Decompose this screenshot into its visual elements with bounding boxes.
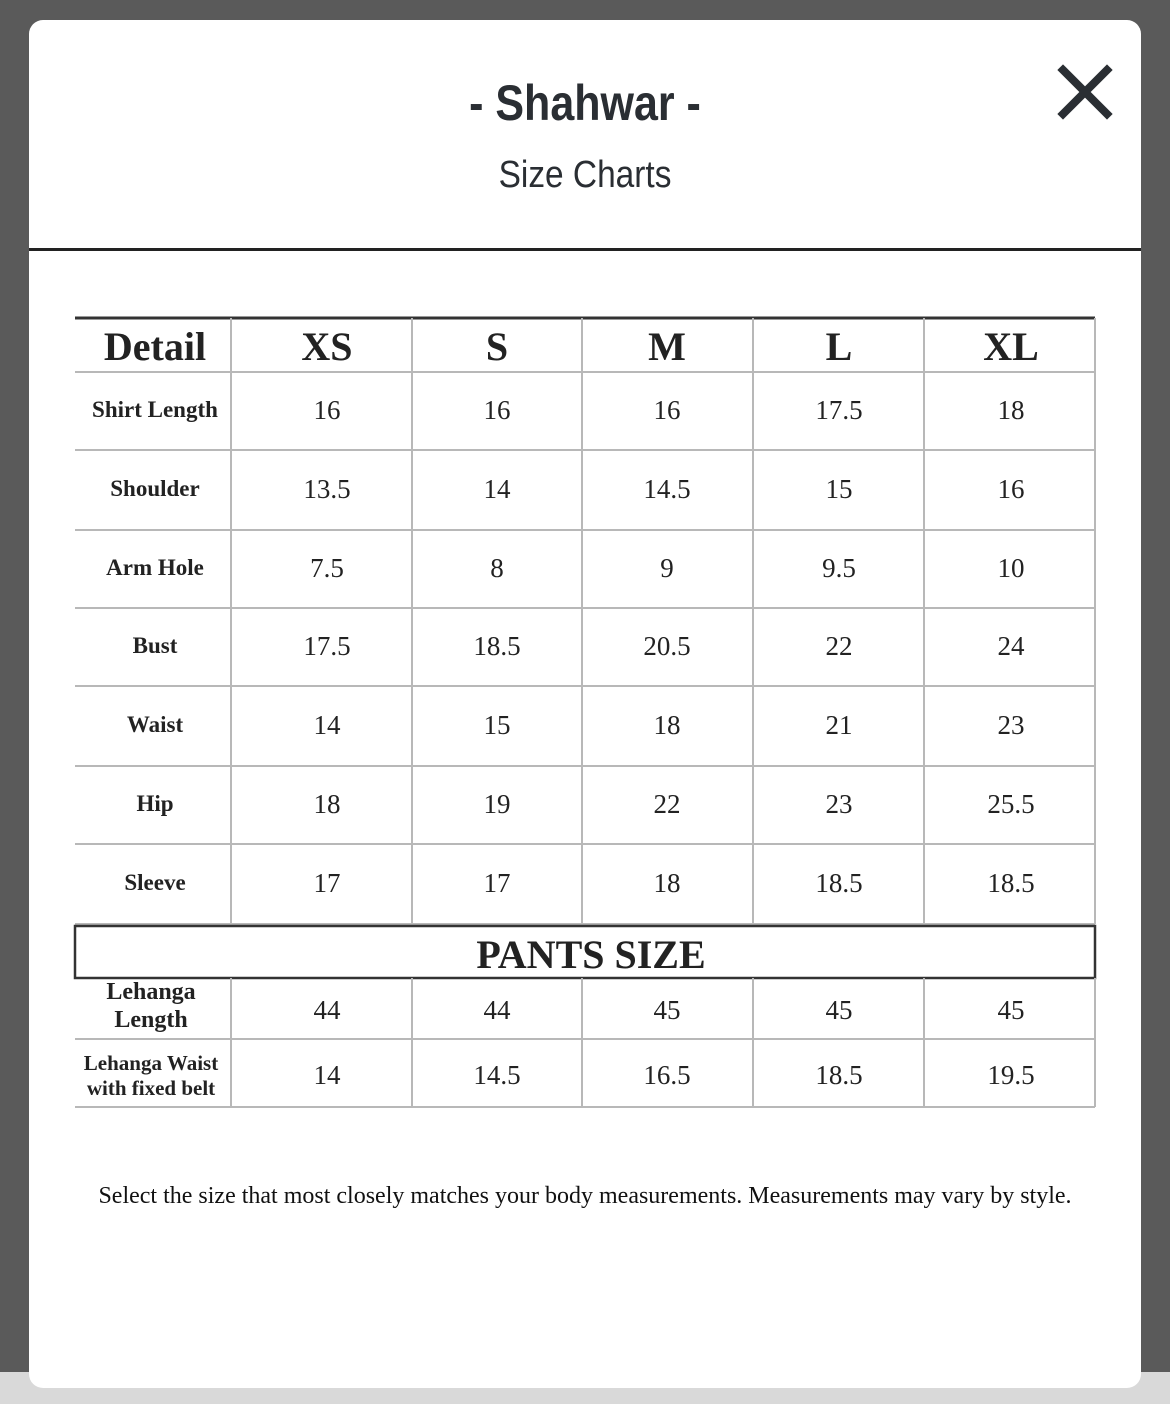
modal-subtitle: Size Charts (498, 154, 672, 196)
cell-value: 10 (997, 553, 1025, 583)
pants-cell-value: 18.5 (815, 1060, 863, 1090)
cell-value: 18 (653, 868, 681, 898)
size-note: Select the size that most closely matches your body measurements. Measurements may vary by style. (98, 1183, 1072, 1209)
pants-cell-value: 14.5 (473, 1060, 521, 1090)
cell-value: 18.5 (987, 868, 1035, 898)
cell-value: 13.5 (303, 474, 351, 504)
cell-value: 16 (997, 474, 1025, 504)
cell-value: 17 (313, 868, 341, 898)
pants-cell-value: 44 (313, 995, 341, 1025)
pants-cell-value: 45 (653, 995, 681, 1025)
cell-value: 15 (483, 710, 511, 740)
pants-heading: PANTS SIZE (476, 932, 706, 977)
pants-row-label: Length (114, 1007, 188, 1033)
header-size-l: L (825, 324, 853, 369)
row-label: Hip (136, 791, 174, 816)
cell-value: 9.5 (822, 553, 856, 583)
cell-value: 7.5 (310, 553, 344, 583)
cell-value: 18 (653, 710, 681, 740)
cell-value: 16 (653, 395, 681, 425)
cell-value: 18.5 (815, 868, 863, 898)
pants-cell-value: 44 (483, 995, 511, 1025)
size-chart-modal (29, 20, 1141, 1388)
row-label: Shirt Length (92, 397, 218, 422)
header-detail: Detail (103, 324, 207, 369)
pants-cell-value: 45 (997, 995, 1025, 1025)
cell-value: 18 (313, 789, 341, 819)
pants-cell-value: 45 (825, 995, 853, 1025)
cell-value: 16 (313, 395, 341, 425)
cell-value: 18.5 (473, 631, 521, 661)
cell-value: 17 (483, 868, 511, 898)
cell-value: 24 (997, 631, 1025, 661)
pants-row-label: Lehanga (106, 979, 196, 1005)
header-size-m: M (648, 324, 686, 369)
cell-value: 18 (997, 395, 1025, 425)
modal-header (29, 20, 1141, 251)
pants-row-label: with fixed belt (86, 1076, 216, 1100)
row-label: Waist (126, 712, 184, 737)
cell-value: 14 (483, 474, 511, 504)
close-icon (1057, 64, 1113, 120)
close-button[interactable] (1057, 64, 1113, 120)
cell-value: 17.5 (303, 631, 351, 661)
cell-value: 16 (483, 395, 511, 425)
size-chart-svg (73, 316, 1097, 1108)
cell-value: 14.5 (643, 474, 691, 504)
cell-value: 23 (825, 789, 853, 819)
cell-value: 22 (653, 789, 681, 819)
row-label: Bust (132, 633, 178, 658)
cell-value: 22 (825, 631, 853, 661)
cell-value: 15 (825, 474, 853, 504)
modal-title: - Shahwar - (469, 75, 701, 131)
cell-value: 8 (490, 553, 504, 583)
pants-cell-value: 19.5 (987, 1060, 1035, 1090)
cell-value: 21 (825, 710, 853, 740)
row-label: Sleeve (124, 870, 186, 895)
cell-value: 25.5 (987, 789, 1035, 819)
header-size-s: S (485, 324, 509, 369)
row-label: Arm Hole (106, 555, 204, 580)
pants-row-label: Lehanga Waist (83, 1051, 219, 1075)
cell-value: 17.5 (815, 395, 863, 425)
cell-value: 9 (660, 553, 674, 583)
cell-value: 20.5 (643, 631, 691, 661)
size-chart-table (73, 316, 1097, 1108)
cell-value: 23 (997, 710, 1025, 740)
header-size-xl: XL (983, 324, 1039, 369)
pants-cell-value: 14 (313, 1060, 341, 1090)
header-size-xs: XS (301, 324, 353, 369)
row-label: Shoulder (110, 476, 200, 501)
cell-value: 19 (483, 789, 511, 819)
cell-value: 14 (313, 710, 341, 740)
pants-cell-value: 16.5 (643, 1060, 691, 1090)
